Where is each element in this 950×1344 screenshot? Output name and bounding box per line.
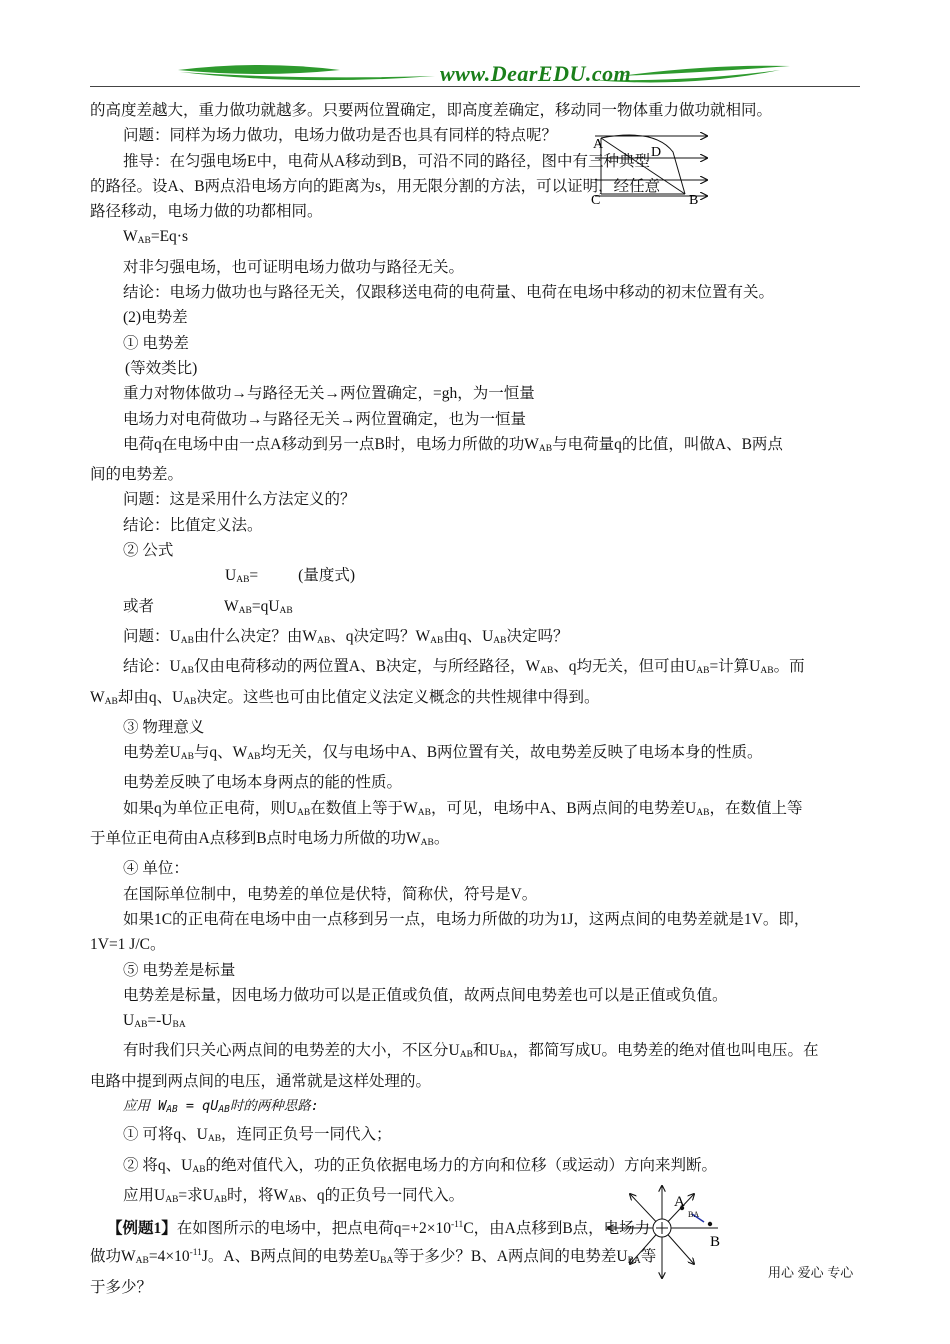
text-part: 在如图所示的电场中，把点电荷$q=+2\times 10^{-11}C$，由A点移到B点，电场力 <box>176 1220 651 1238</box>
paragraph-line: ② 将q、$U_{AB}$的绝对值代入，功的正负依据电场力的方向和位移（或运动）方向来判断。 <box>123 1156 718 1175</box>
formula-note: (量度式) <box>298 567 355 585</box>
paragraph-line: $W_{AB}$却由q、$U_{AB}$决定。这些也可由比值定义法定义概念的共性规律中得到。 <box>90 688 600 707</box>
paragraph-line: 重力对物体做功→与路径无关→两位置确定，=gh，为一恒量 <box>123 385 535 403</box>
site-logo-text[interactable]: www.DearEDU.com <box>440 61 632 86</box>
paragraph-line: 电势差反映了电场本身两点的能的性质。 <box>123 774 403 792</box>
subsection-heading: ② 公式 <box>123 542 174 560</box>
formula-part: W <box>123 228 138 246</box>
example-line <box>90 1213 865 1241</box>
paragraph-line: 结论：$U_{AB}$仅由电荷移动的两位置A、B决定，与所经路径，$W_{AB}$、q均无关，但可由$U_{AB}=$计算$U_{AB}$。而 <box>123 658 805 677</box>
subsection-heading: ⑤ 电势差是标量 <box>123 961 236 979</box>
paragraph-line: 电势差$U_{AB}$与q、$W_{AB}$均无关，仅与电场中A、B两位置有关，故电势差反映了电场本身的性质。 <box>123 744 763 763</box>
formula-definition <box>90 563 865 593</box>
footer-text: 用心 爱心 专心 <box>768 1265 854 1280</box>
paragraph-line: 电路中提到两点间的电压，通常就是这样处理的。 <box>90 1072 432 1090</box>
paragraph-line: 结论：电场力做功也与路径无关，仅跟移送电荷的电荷量、电荷在电场中移动的初末位置有关。 <box>123 284 775 302</box>
paragraph-line <box>90 432 865 462</box>
label-A: A <box>674 1194 685 1210</box>
point-charge-field-diagram <box>600 1180 730 1285</box>
paragraph-line: 问题：同样为场力做功，电场力做功是否也具有同样的特点呢？ <box>123 127 558 145</box>
header-rule <box>90 86 860 87</box>
paragraph-line: 如果q为单位正电荷，则$U_{AB}$在数值上等于$W_{AB}$，可见，电场中A、B两点间的电势差$U_{AB}$，在数值上等 <box>123 799 803 818</box>
section-heading: (2)电势差 <box>123 309 188 327</box>
paragraph-line: 电势差是标量，因电场力做功可以是正值或负值，故两点间电势差也可以是正值或负值。 <box>123 986 728 1004</box>
paragraph-line: 推导：在匀强电场E中，电荷从A移动到B，可沿不同的路径，图中有三种典型 <box>123 152 651 170</box>
paragraph-line: 有时我们只关心两点间的电势差的大小，不区分$U_{AB}$和$U_{BA}$，都简写成U。电势差的绝对值也叫电压。在 <box>123 1042 819 1061</box>
formula-part: = <box>249 567 259 585</box>
formula-part: =qU <box>251 597 280 615</box>
subscript: AB <box>279 605 293 616</box>
label-subscript: BA <box>688 1210 700 1219</box>
subscript: AB <box>238 605 252 616</box>
paragraph-line: 路径移动，电场力做的功都相同。 <box>90 203 323 221</box>
text-part: 电荷q在电场中由一点A移动到另一点B时，电场力所做的功W <box>123 435 539 453</box>
document-body <box>90 98 865 1300</box>
paragraph-line: 如果1C的正电荷在电场中由一点移到另一点，电场力所做的功为1J，这两点间的电势差就是1V。即， <box>123 910 810 928</box>
text-part: 与电荷量q的比值，叫做A、B两点 <box>552 435 783 453</box>
paragraph-line: (等效类比) <box>125 359 198 377</box>
label-B: B <box>710 1234 721 1250</box>
paragraph-line: 应用 $W_{AB} = qU_{AB}$时的两种思路: <box>123 1097 319 1115</box>
paragraph-line: 的路径。设A、B两点沿电场方向的距离为s，用无限分割的方法，可以证明，经任意 <box>90 177 661 195</box>
paragraph-line: 应用$U_{AB}=$求$U_{AB}$时，将$W_{AB}$、q的正负号一同代入。 <box>123 1186 465 1205</box>
uniform-field-path-diagram <box>585 128 715 218</box>
label-C: C <box>591 193 601 208</box>
label-B: B <box>689 193 699 208</box>
paragraph-line: 间的电势差。 <box>90 466 184 484</box>
paragraph-line: 电场力对电荷做功→与路径无关→两位置确定，也为一恒量 <box>123 410 527 428</box>
formula-part: W <box>224 597 239 615</box>
paragraph-line: 的高度差越大，重力做功就越多。只要两位置确定，即高度差确定，移动同一物体重力做功就相同。 <box>90 102 773 119</box>
subsection-heading: ① 电势差 <box>123 334 189 352</box>
label-A: A <box>593 137 604 152</box>
formula-work <box>90 224 865 254</box>
text-part: 或者 <box>123 597 155 615</box>
paragraph-line: 在国际单位制中，电势差的单位是伏特，简称伏，符号是V。 <box>123 885 538 903</box>
paragraph-line: 结论：比值定义法。 <box>123 516 263 534</box>
example-line: 做功$W_{AB}=4\times 10^{-11}J$。A、B两点间的电势差$U_{BA}$等于多少？B、A两点间的电势差$U_{BA}$等 <box>90 1248 657 1267</box>
paragraph-line: 于单位正电荷由A点移到B点时电场力所做的功$W_{AB}$。 <box>90 830 450 849</box>
formula-line: $U_{AB}=-U_{BA}$ <box>123 1012 186 1031</box>
paragraph-line: ① 可将q、$U_{AB}$，连同正负号一同代入； <box>123 1126 392 1145</box>
subscript: AB <box>538 443 553 454</box>
paragraph-line: 对非匀强电场，也可证明电场力做功与路径无关。 <box>123 258 465 276</box>
formula-subscript: AB <box>137 236 151 247</box>
formula-part: U <box>225 567 237 585</box>
example-line: 于多少？ <box>90 1278 153 1296</box>
subsection-heading: ④ 单位： <box>123 860 189 878</box>
paragraph-line: 问题：$U_{AB}$由什么决定？由$W_{AB}$、q决定吗？$W_{AB}$由q、$U_{AB}$决定吗？ <box>123 627 569 646</box>
label-D: D <box>651 145 662 160</box>
example-label: 【例题1】 <box>107 1220 177 1238</box>
point-B <box>708 1222 712 1226</box>
formula-part: =Eq·s <box>150 228 188 246</box>
paragraph-line: 问题：这是采用什么方法定义的？ <box>123 491 356 509</box>
subscript: AB <box>236 575 250 586</box>
subsection-heading: ③ 物理意义 <box>123 718 205 736</box>
formula-alternate <box>90 594 865 624</box>
paragraph-line: 1V=1 J/C。 <box>90 936 166 954</box>
